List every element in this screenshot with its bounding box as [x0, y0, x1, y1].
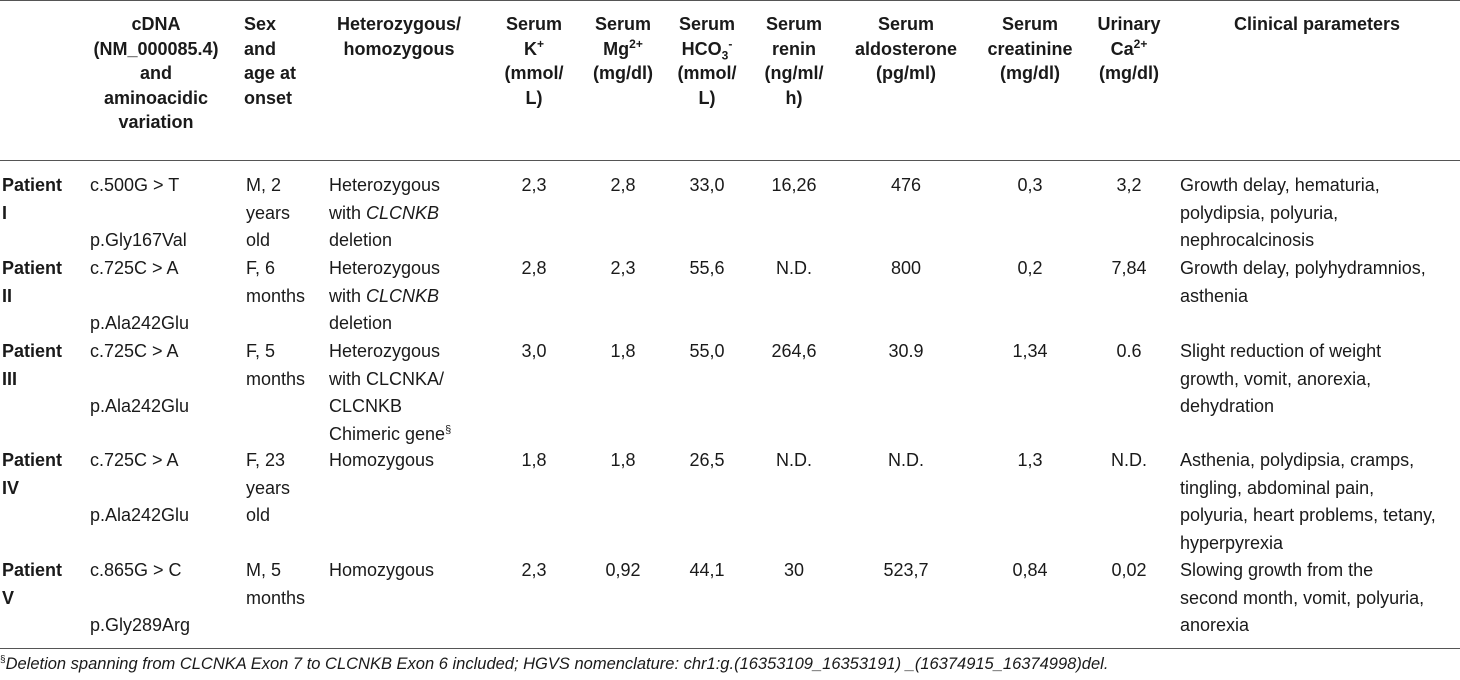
header-rule: [0, 160, 1460, 161]
patient-label-line: I: [2, 202, 8, 223]
serum-aldosterone-value: 800: [890, 258, 922, 278]
zygosity-line: deletion: [329, 230, 393, 250]
row-patient-label: [2, 172, 78, 227]
serum-mg-value: 2,8: [610, 175, 636, 195]
sex-age-line: M, 5: [246, 560, 282, 580]
serum-creatinine-value: 0,3: [1017, 175, 1043, 195]
serum-aldosterone-value: 30.9: [888, 341, 924, 361]
header-serum-renin-line: h): [785, 87, 803, 108]
header-serum-hco3-line: (mmol/: [677, 63, 737, 83]
clinical-line: hyperpyrexia: [1180, 532, 1284, 553]
table-footnote: [0, 655, 1108, 674]
cdna-cell: [90, 557, 240, 640]
header-urinary-ca-line: (mg/dl): [1099, 63, 1159, 83]
header-urinary-ca-text: Ca: [1110, 38, 1134, 59]
header-serum-hco3-line: Serum: [678, 14, 736, 34]
aminoacid-variant: p.Gly167Val: [90, 230, 187, 250]
header-cdna-line: aminoacidic: [103, 87, 209, 108]
clinical-line: Growth delay, hematuria,: [1180, 175, 1380, 195]
header-serum-hco3-sub: 3: [721, 48, 729, 63]
clinical-line: dehydration: [1180, 396, 1275, 416]
header-sex-age-line: Sex: [244, 14, 277, 34]
clinical-cell: [1180, 255, 1458, 310]
header-serum-k-symbol: [494, 37, 574, 62]
top-rule: [0, 0, 1460, 1]
clinical-line: Asthenia, polydipsia, cramps,: [1180, 450, 1415, 470]
row-patient-label: [2, 447, 78, 502]
urinary-ca-value: N.D.: [1111, 450, 1147, 470]
serum-renin-value: 16,26: [771, 175, 817, 195]
urinary-ca-value: 0.6: [1116, 341, 1142, 361]
spacer: [90, 366, 240, 394]
gene-name: CLCNKB: [366, 285, 440, 306]
patient-label-line: Patient: [2, 175, 63, 195]
urinary-ca-value: 7,84: [1111, 258, 1147, 278]
header-serum-creatinine-line: creatinine: [987, 38, 1073, 59]
serum-k-value: 2,3: [521, 560, 547, 580]
zygosity-text: with: [329, 202, 367, 223]
header-serum-hco3-text: HCO: [681, 38, 722, 59]
cdna-cell: [90, 172, 240, 255]
serum-renin-value: 30: [783, 560, 805, 580]
header-urinary-ca: [1088, 12, 1170, 86]
sex-age-cell: [246, 557, 322, 612]
patient-label-line: Patient: [2, 258, 63, 278]
header-serum-mg-line: (mg/dl): [593, 63, 653, 83]
footnote-text: Deletion spanning from CLCNKA Exon 7 to CLCNKB Exon 6 included; HGVS nomenclature: chr1:g.(16353109_16353191) _(16374915_16374998)del.: [5, 655, 1109, 673]
patient-label-line: IV: [2, 477, 20, 498]
clinical-line: Slowing growth from the: [1180, 560, 1374, 580]
serum-k-value: 1,8: [521, 450, 547, 470]
header-serum-mg-symbol: [582, 37, 664, 62]
header-cdna-line: variation: [118, 112, 194, 132]
header-cdna-line: (NM_000085.4): [93, 38, 219, 59]
zygosity-line: Homozygous: [329, 450, 435, 470]
footnote-mark: §: [0, 654, 6, 666]
aminoacid-variant: p.Ala242Glu: [90, 313, 190, 333]
header-serum-k-text: K: [523, 38, 537, 59]
header-serum-creatinine-line: (mg/dl): [1000, 63, 1060, 83]
header-serum-k-sup: +: [536, 36, 544, 51]
cdna-variant: c.500G > T: [90, 175, 180, 195]
header-sex-age: [244, 12, 314, 110]
clinical-line: growth, vomit, anorexia,: [1180, 368, 1372, 389]
row-patient-label: [2, 338, 78, 393]
sex-age-cell: [246, 447, 322, 530]
zygosity-cell: [329, 557, 479, 585]
header-serum-aldosterone-line: Serum: [877, 14, 935, 34]
header-serum-hco3-symbol: [666, 37, 748, 62]
urinary-ca-value: 0,02: [1111, 560, 1147, 580]
serum-mg-value: 1,8: [610, 450, 636, 470]
clinical-line: asthenia: [1180, 285, 1249, 306]
serum-creatinine-value: 0,84: [1012, 560, 1048, 580]
zygosity-line: deletion: [329, 313, 393, 333]
clinical-cell: [1180, 338, 1458, 421]
zygosity-line: [329, 283, 479, 311]
cdna-variant: c.725C > A: [90, 450, 179, 470]
zygosity-line: Heterozygous: [329, 258, 441, 278]
serum-mg-value: 2,3: [610, 258, 636, 278]
header-serum-mg-text: Mg: [603, 38, 630, 59]
sex-age-line: months: [246, 285, 306, 306]
header-sex-age-line: onset: [244, 87, 293, 108]
header-urinary-ca-symbol: [1088, 37, 1170, 62]
sex-age-line: months: [246, 587, 306, 608]
header-serum-k-line: Serum: [505, 14, 563, 34]
serum-k-value: 2,3: [521, 175, 547, 195]
clinical-line: nephrocalcinosis: [1180, 230, 1315, 250]
cdna-cell: [90, 255, 240, 338]
header-urinary-ca-sup: 2+: [1133, 36, 1148, 51]
cdna-variant: c.725C > A: [90, 258, 179, 278]
header-serum-aldosterone: [846, 12, 966, 86]
header-serum-aldosterone-line: aldosterone: [854, 38, 958, 59]
spacer: [90, 283, 240, 311]
serum-mg-value: 0,92: [605, 560, 641, 580]
header-serum-hco3-line: L): [698, 87, 716, 108]
urinary-ca-value: 3,2: [1116, 175, 1142, 195]
zygosity-line: CLCNKB: [329, 396, 403, 416]
sex-age-cell: [246, 172, 322, 255]
zygosity-cell: [329, 172, 479, 255]
serum-k-value: 2,8: [521, 258, 547, 278]
header-serum-creatinine-line: Serum: [1001, 14, 1059, 34]
header-serum-mg: [582, 12, 664, 86]
serum-hco3-value: 55,0: [689, 341, 725, 361]
serum-renin-value: N.D.: [776, 450, 812, 470]
zygosity-cell: [329, 255, 479, 338]
aminoacid-variant: p.Ala242Glu: [90, 505, 190, 525]
header-serum-hco3: [666, 12, 748, 110]
header-sex-age-line: age at: [244, 63, 297, 83]
spacer: [90, 200, 240, 228]
clinical-line: polydipsia, polyuria,: [1180, 202, 1339, 223]
serum-hco3-value: 26,5: [689, 450, 725, 470]
header-serum-renin-line: (ng/ml/: [764, 63, 824, 83]
header-serum-k: [494, 12, 574, 110]
serum-renin-value: N.D.: [776, 258, 812, 278]
clinical-line: polyuria, heart problems, tetany,: [1180, 505, 1436, 525]
serum-hco3-value: 44,1: [689, 560, 725, 580]
zygosity-cell: [329, 447, 479, 475]
zygosity-line: [329, 421, 479, 449]
header-clinical-parameters: [1178, 12, 1456, 37]
clinical-line: anorexia: [1180, 615, 1250, 635]
cdna-cell: [90, 338, 240, 421]
sex-age-line: years: [246, 477, 291, 498]
zygosity-line: Homozygous: [329, 560, 435, 580]
header-sex-age-line: and: [244, 38, 277, 59]
clinical-cell: [1180, 557, 1458, 640]
header-serum-renin-line: renin: [771, 38, 816, 59]
header-serum-renin-line: Serum: [765, 14, 823, 34]
patient-label-line: Patient: [2, 450, 63, 470]
serum-aldosterone-value: N.D.: [888, 450, 924, 470]
serum-creatinine-value: 1,3: [1017, 450, 1043, 470]
spacer: [90, 475, 240, 503]
header-serum-mg-sup: 2+: [629, 36, 643, 51]
serum-renin-value: 264,6: [771, 341, 817, 361]
clinical-line: Growth delay, polyhydramnios,: [1180, 258, 1426, 278]
header-urinary-ca-line: Urinary: [1097, 14, 1161, 34]
serum-hco3-value: 33,0: [689, 175, 725, 195]
header-serum-renin: [752, 12, 836, 110]
header-serum-creatinine: [974, 12, 1086, 86]
spacer: [90, 585, 240, 613]
patient-label-line: V: [2, 587, 15, 608]
serum-mg-value: 1,8: [610, 341, 636, 361]
header-serum-k-line: L): [525, 87, 543, 108]
patient-label-line: III: [2, 368, 18, 389]
zygosity-cell: [329, 338, 479, 448]
header-zygosity: [326, 12, 472, 61]
serum-aldosterone-value: 476: [890, 175, 922, 195]
sex-age-line: years: [246, 202, 291, 223]
header-serum-k-line: (mmol/: [504, 63, 564, 83]
sex-age-line: F, 6: [246, 258, 276, 278]
patient-label-line: Patient: [2, 341, 63, 361]
zygosity-text: Chimeric gene: [329, 423, 446, 444]
gene-name: CLCNKB: [366, 202, 440, 223]
sex-age-line: old: [246, 505, 271, 525]
header-cdna-line: and: [139, 63, 172, 83]
row-patient-label: [2, 255, 78, 310]
clinical-cell: [1180, 447, 1458, 557]
clinical-line: Slight reduction of weight: [1180, 341, 1382, 361]
cdna-variant: c.865G > C: [90, 560, 182, 580]
header-serum-hco3-sup: -: [728, 36, 733, 51]
sex-age-line: F, 23: [246, 450, 286, 470]
aminoacid-variant: p.Ala242Glu: [90, 396, 190, 416]
sex-age-line: old: [246, 230, 271, 250]
serum-k-value: 3,0: [521, 341, 547, 361]
sex-age-line: M, 2: [246, 175, 282, 195]
patient-label-line: II: [2, 285, 13, 306]
zygosity-line: with CLCNKA/: [329, 368, 445, 389]
header-cdna-line: cDNA: [131, 14, 181, 34]
row-patient-label: [2, 557, 78, 612]
sex-age-cell: [246, 338, 322, 393]
serum-aldosterone-value: 523,7: [883, 560, 929, 580]
serum-creatinine-value: 1,34: [1012, 341, 1048, 361]
zygosity-line: Heterozygous: [329, 175, 441, 195]
clinical-line: second month, vomit, polyuria,: [1180, 587, 1425, 608]
header-serum-aldosterone-line: (pg/ml): [876, 63, 936, 83]
sex-age-line: F, 5: [246, 341, 276, 361]
serum-creatinine-value: 0,2: [1017, 258, 1043, 278]
clinical-cell: [1180, 172, 1458, 255]
cdna-cell: [90, 447, 240, 530]
sex-age-cell: [246, 255, 322, 310]
header-zygosity-line: Heterozygous/: [336, 14, 462, 34]
sex-age-line: months: [246, 368, 306, 389]
cdna-variant: c.725C > A: [90, 341, 179, 361]
header-cdna: [80, 12, 232, 135]
patient-label-line: Patient: [2, 560, 63, 580]
bottom-rule: [0, 648, 1460, 649]
aminoacid-variant: p.Gly289Arg: [90, 615, 191, 635]
header-serum-mg-line: Serum: [594, 14, 652, 34]
zygosity-line: Heterozygous: [329, 341, 441, 361]
serum-hco3-value: 55,6: [689, 258, 725, 278]
zygosity-line: [329, 200, 479, 228]
footnote-mark: §: [445, 423, 452, 436]
header-zygosity-line: homozygous: [343, 38, 455, 59]
header-clinical-line: Clinical parameters: [1233, 14, 1401, 34]
zygosity-text: with: [329, 285, 367, 306]
clinical-line: tingling, abdominal pain,: [1180, 477, 1375, 498]
